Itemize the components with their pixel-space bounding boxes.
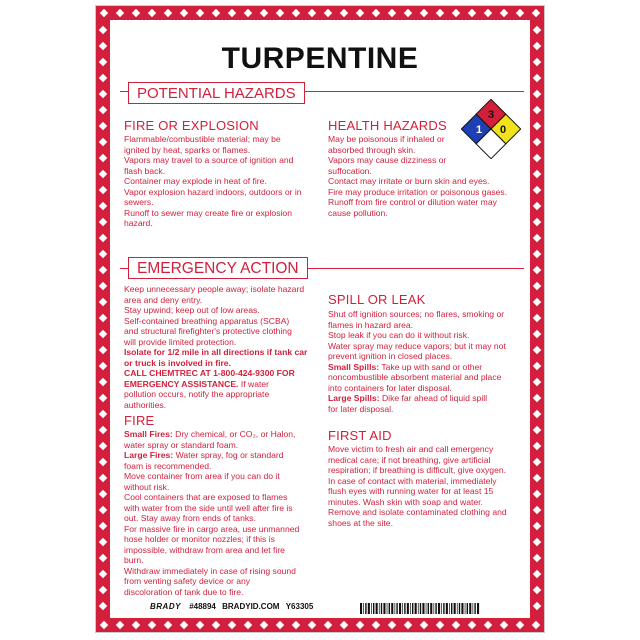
border-diamond <box>244 621 252 629</box>
border-diamond <box>99 394 107 402</box>
border-diamond <box>372 9 380 17</box>
text-line: noncombustible absorbent material and place <box>328 372 502 382</box>
border-diamond <box>533 410 541 418</box>
border-diamond <box>99 330 107 338</box>
border-diamond <box>484 9 492 17</box>
border-diamond <box>533 266 541 274</box>
border-diamond <box>533 122 541 130</box>
text-line: Vapor explosion hazard indoors, outdoors or in <box>124 186 302 197</box>
barcode-bar <box>454 603 456 614</box>
sign-inner-panel <box>110 20 530 618</box>
border-diamond <box>533 346 541 354</box>
barcode-bar <box>376 603 378 614</box>
barcode-bar <box>434 603 435 614</box>
text-line: Runoff to sewer may create fire or explosion <box>124 207 292 218</box>
border-diamond <box>436 621 444 629</box>
bold-label: Large Spills: <box>328 393 380 403</box>
border-diamond <box>404 621 412 629</box>
border-diamond <box>533 442 541 450</box>
border-diamond <box>533 554 541 562</box>
nfpa-health-value: 1 <box>475 124 483 136</box>
text-line: For massive fire in cargo area, use unmanned <box>124 523 300 534</box>
text-line: cause pollution. <box>328 207 388 218</box>
border-diamond <box>276 9 284 17</box>
border-diamond <box>196 9 204 17</box>
border-diamond <box>99 250 107 258</box>
border-diamond <box>340 9 348 17</box>
barcode-bar <box>422 603 424 614</box>
border-diamond <box>100 9 108 17</box>
text-line: impossible, withdraw from area and let fire <box>124 544 285 555</box>
text-line: out. Stay away from ends of tanks. <box>124 513 256 523</box>
barcode-bar <box>457 603 458 614</box>
border-diamond <box>324 621 332 629</box>
text-line: Stay upwind; keep out of low areas. <box>124 305 260 315</box>
border-diamond <box>468 621 476 629</box>
border-diamond <box>533 186 541 194</box>
text-line: water spray or standard foam. <box>124 439 239 450</box>
text-line: Stop leak if you can do it without risk. <box>328 330 470 340</box>
border-diamond <box>99 410 107 418</box>
barcode-bar <box>451 603 452 614</box>
border-diamond <box>228 9 236 17</box>
text-line: Fire may produce irritation or poisonous gases. <box>328 186 508 197</box>
text-line-bold: Isolate for 1/2 mile in all directions if tank car <box>124 347 308 357</box>
border-diamond <box>533 490 541 498</box>
border-diamond <box>533 570 541 578</box>
border-diamond <box>99 282 107 290</box>
text-line: minutes. Wash skin with soap and water. <box>328 496 483 507</box>
barcode-bar <box>368 603 370 614</box>
health-hazards-heading: HEALTH HAZARDS <box>328 118 447 133</box>
border-diamond <box>388 9 396 17</box>
border-diamond <box>276 621 284 629</box>
border-diamond <box>99 458 107 466</box>
barcode-bar <box>412 603 413 614</box>
barcode-bar <box>371 603 372 614</box>
barcode-bar <box>410 603 411 614</box>
border-diamond <box>228 621 236 629</box>
emergency-action-text <box>124 284 324 410</box>
border-diamond <box>372 621 380 629</box>
barcode-bar <box>441 603 442 614</box>
border-diamond <box>356 9 364 17</box>
border-diamond <box>533 26 541 34</box>
barcode-bar <box>477 603 479 614</box>
barcode-bar <box>402 603 403 614</box>
text-line: shoes at the site. <box>328 517 393 528</box>
barcode-bar <box>430 603 432 614</box>
text-line-bold: or truck is involved in fire. <box>124 357 231 368</box>
nfpa-flammability-value: 3 <box>487 109 495 121</box>
border-diamond <box>533 586 541 594</box>
border-diamond <box>436 9 444 17</box>
border-diamond <box>533 522 541 530</box>
border-diamond <box>533 298 541 306</box>
text-line: Contact may irritate or burn skin and eyes. <box>328 176 490 186</box>
border-diamond <box>533 538 541 546</box>
text-line: authorities. <box>124 399 167 410</box>
barcode-bar <box>379 603 380 614</box>
barcode-bar <box>420 603 421 614</box>
border-diamond <box>99 538 107 546</box>
barcode-bar <box>391 603 393 614</box>
text-line: Water spray may reduce vapors; but it may not <box>328 340 506 351</box>
border-diamond <box>308 621 316 629</box>
text-line: Runoff from fire control or dilution water may <box>328 197 497 207</box>
border-diamond <box>99 138 107 146</box>
text-line: Vapors may cause dizziness or <box>328 155 447 165</box>
border-diamond <box>468 9 476 17</box>
text-line: Withdraw immediately in case of rising sound <box>124 565 296 576</box>
fire-or-explosion-heading: FIRE OR EXPLOSION <box>124 118 259 133</box>
emergency-action-header: EMERGENCY ACTION <box>128 257 308 279</box>
bold-label: Small Fires: <box>124 429 173 439</box>
fire-or-explosion-text <box>124 134 324 229</box>
text-line: suffocation. <box>328 165 372 176</box>
text-line: with water from the side until well after fire is <box>124 502 293 513</box>
text-line: Shut off ignition sources; no flares, smoking or <box>328 309 505 319</box>
border-diamond <box>99 234 107 242</box>
border-diamond <box>533 378 541 386</box>
border-diamond <box>164 621 172 629</box>
border-diamond <box>533 506 541 514</box>
barcode-bar <box>396 603 397 614</box>
text-line: Small Spills: Take up with sand or other <box>328 361 483 372</box>
border-diamond <box>533 426 541 434</box>
text-line: respiration; if breathing is difficult, give oxygen. <box>328 465 507 475</box>
border-diamond <box>99 186 107 194</box>
border-diamond <box>99 522 107 530</box>
border-diamond <box>99 554 107 562</box>
border-diamond <box>533 250 541 258</box>
border-diamond <box>212 621 220 629</box>
border-diamond <box>99 602 107 610</box>
hazard-sign <box>96 6 544 632</box>
border-diamond <box>452 621 460 629</box>
spill-or-leak-text <box>328 309 528 414</box>
barcode-bar <box>461 603 463 614</box>
border-diamond <box>533 106 541 114</box>
text-line: Large Spills: Dike far ahead of liquid spill <box>328 393 488 403</box>
text-line: Keep unnecessary people away; isolate hazard <box>124 284 305 294</box>
border-diamond <box>533 474 541 482</box>
first-aid-text <box>328 444 528 528</box>
text-line: Move container from area if you can do it <box>124 471 280 481</box>
text-line: hazard. <box>124 218 153 228</box>
barcode-bar <box>418 603 419 614</box>
text-line: for later disposal. <box>328 403 394 414</box>
barcode-bar <box>459 603 460 614</box>
text-line: flames in hazard area. <box>328 319 414 330</box>
border-diamond <box>99 266 107 274</box>
border-diamond <box>533 154 541 162</box>
text-line: Self-contained breathing apparatus (SCBA) <box>124 315 290 326</box>
barcode-icon <box>360 603 482 614</box>
border-diamond <box>99 106 107 114</box>
border-diamond <box>99 442 107 450</box>
border-diamond <box>516 621 524 629</box>
barcode-bar <box>415 603 417 614</box>
border-diamond <box>484 621 492 629</box>
border-diamond <box>533 42 541 50</box>
border-diamond <box>404 9 412 17</box>
border-diamond <box>116 621 124 629</box>
border-diamond <box>99 314 107 322</box>
border-diamond <box>292 621 300 629</box>
text-line: without risk. <box>124 481 170 492</box>
text-line-bold: CALL CHEMTREC AT 1-800-424-9300 FOR <box>124 368 295 378</box>
border-diamond <box>533 74 541 82</box>
border-diamond <box>100 621 108 629</box>
border-diamond <box>99 170 107 178</box>
border-diamond <box>99 154 107 162</box>
barcode-bar <box>443 603 444 614</box>
barcode-bar <box>473 603 474 614</box>
border-diamond <box>99 474 107 482</box>
border-diamond <box>132 9 140 17</box>
potential-hazards-header: POTENTIAL HAZARDS <box>128 82 305 104</box>
border-diamond <box>99 202 107 210</box>
barcode-bar <box>407 603 409 614</box>
border-diamond <box>516 9 524 17</box>
border-diamond <box>164 9 172 17</box>
text-line: Small Fires: Dry chemical, or CO₂, or Halon, <box>124 429 296 439</box>
border-diamond <box>420 621 428 629</box>
barcode-bar <box>449 603 450 614</box>
border-diamond <box>340 621 348 629</box>
barcode-bar <box>446 603 448 614</box>
text-line: will provide limited protection. <box>124 336 237 347</box>
barcode-bar <box>404 603 405 614</box>
bold-label: Small Spills: <box>328 361 380 372</box>
bold-label: Large Fires: <box>124 450 174 460</box>
border-diamond <box>500 621 508 629</box>
text-line: Large Fires: Water spray, fog or standard <box>124 450 284 460</box>
barcode-bar <box>389 603 390 614</box>
text-line: burn. <box>124 555 144 565</box>
border-diamond <box>99 426 107 434</box>
border-diamond <box>452 9 460 17</box>
border-diamond <box>132 621 140 629</box>
border-diamond <box>180 621 188 629</box>
text-line: into containers for later disposal. <box>328 382 452 393</box>
text-line: flash back. <box>124 165 166 176</box>
border-diamond <box>99 122 107 130</box>
border-diamond <box>324 9 332 17</box>
text-line: Cool containers that are exposed to flames <box>124 492 288 502</box>
text-line: flush eyes with running water for at least 15 <box>328 486 494 496</box>
border-diamond <box>533 330 541 338</box>
text-line: sewers. <box>124 197 154 207</box>
part-number: #48894 <box>189 602 216 611</box>
border-diamond <box>99 378 107 386</box>
border-diamond <box>388 621 396 629</box>
fire-heading: FIRE <box>124 413 155 428</box>
text-line: from venting safety device or any <box>124 576 251 586</box>
barcode-bar <box>395 603 396 614</box>
border-diamond <box>116 9 124 17</box>
border-diamond <box>148 621 156 629</box>
border-diamond <box>99 346 107 354</box>
barcode-bar <box>435 603 436 614</box>
text-line: ignited by heat, sparks or flames. <box>124 144 251 155</box>
text-line: area and deny entry. <box>124 294 203 305</box>
text-line: In case of contact with material, immediately <box>328 475 497 486</box>
barcode-bar <box>465 603 466 614</box>
border-diamond <box>99 490 107 498</box>
nfpa-reactivity-value: 0 <box>499 124 507 136</box>
border-diamond <box>99 90 107 98</box>
first-aid-heading: FIRST AID <box>328 428 392 443</box>
border-diamond <box>99 218 107 226</box>
text-line: Remove and isolate contaminated clothing and <box>328 507 507 517</box>
border-diamond <box>533 282 541 290</box>
barcode-bar <box>426 603 427 614</box>
text-line: Move victim to fresh air and call emergency <box>328 444 494 454</box>
spill-or-leak-heading: SPILL OR LEAK <box>328 292 426 307</box>
border-diamond <box>500 9 508 17</box>
border-diamond <box>212 9 220 17</box>
border-diamond <box>292 9 300 17</box>
barcode-bar <box>474 603 475 614</box>
border-diamond <box>99 74 107 82</box>
border-diamond <box>533 90 541 98</box>
border-diamond <box>533 202 541 210</box>
text-line: absorbed through skin. <box>328 144 416 155</box>
border-diamond <box>99 506 107 514</box>
border-diamond <box>180 9 188 17</box>
barcode-bar <box>428 603 429 614</box>
product-code: Y63305 <box>285 602 314 611</box>
text-line: and structural firefighter's protective clothing <box>124 326 292 336</box>
text-line: foam is recommended. <box>124 460 212 471</box>
footer-brand <box>150 602 313 611</box>
border-diamond <box>533 314 541 322</box>
border-diamond <box>533 218 541 226</box>
text-line: prevent ignition in closed places. <box>328 351 453 361</box>
text-line: Vapors may travel to a source of ignition and <box>124 155 294 165</box>
border-diamond <box>99 586 107 594</box>
text-line: hose holder or monitor nozzles; if this is <box>124 534 275 544</box>
text-line-bold: EMERGENCY ASSISTANCE. If water <box>124 378 270 389</box>
barcode-bar <box>381 603 382 614</box>
border-diamond <box>356 621 364 629</box>
text-line: discoloration of tank due to fire. <box>124 586 244 597</box>
border-diamond <box>148 9 156 17</box>
border-diamond <box>244 9 252 17</box>
barcode-bar <box>383 603 385 614</box>
sign-title: TURPENTINE <box>221 42 419 75</box>
border-diamond <box>533 138 541 146</box>
barcode-bar <box>387 603 388 614</box>
barcode-bar <box>363 603 364 614</box>
border-diamond <box>99 58 107 66</box>
border-diamond <box>260 9 268 17</box>
border-diamond <box>533 234 541 242</box>
website: BRADYID.COM <box>222 602 280 611</box>
border-diamond <box>196 621 204 629</box>
border-diamond <box>533 58 541 66</box>
border-diamond <box>533 362 541 370</box>
border-diamond <box>533 602 541 610</box>
border-diamond <box>420 9 428 17</box>
barcode-bar <box>438 603 440 614</box>
border-diamond <box>260 621 268 629</box>
border-diamond <box>533 458 541 466</box>
border-diamond <box>533 170 541 178</box>
barcode-bar <box>399 603 401 614</box>
border-diamond <box>532 9 540 17</box>
border-diamond <box>99 42 107 50</box>
brady-logo: BRADY <box>150 602 181 611</box>
barcode-bar <box>373 603 374 614</box>
barcode-bar <box>469 603 471 614</box>
text-line: Container may explode in heat of fire. <box>124 176 267 186</box>
health-hazards-text <box>328 134 528 218</box>
border-diamond <box>99 26 107 34</box>
text-line: May be poisonous if inhaled or <box>328 134 445 144</box>
border-diamond <box>308 9 316 17</box>
barcode-bar <box>467 603 468 614</box>
barcode-bar <box>360 603 362 614</box>
border-diamond <box>99 362 107 370</box>
border-diamond <box>99 570 107 578</box>
text-line: medical care; if not breathing, give artificial <box>328 454 491 465</box>
text-line: pollution occurs, notify the appropriate <box>124 389 270 399</box>
barcode-bar <box>365 603 366 614</box>
fire-text <box>124 429 324 597</box>
border-diamond <box>99 298 107 306</box>
text-line: Flammable/combustible material; may be <box>124 134 281 144</box>
border-diamond <box>533 394 541 402</box>
border-diamond <box>532 621 540 629</box>
